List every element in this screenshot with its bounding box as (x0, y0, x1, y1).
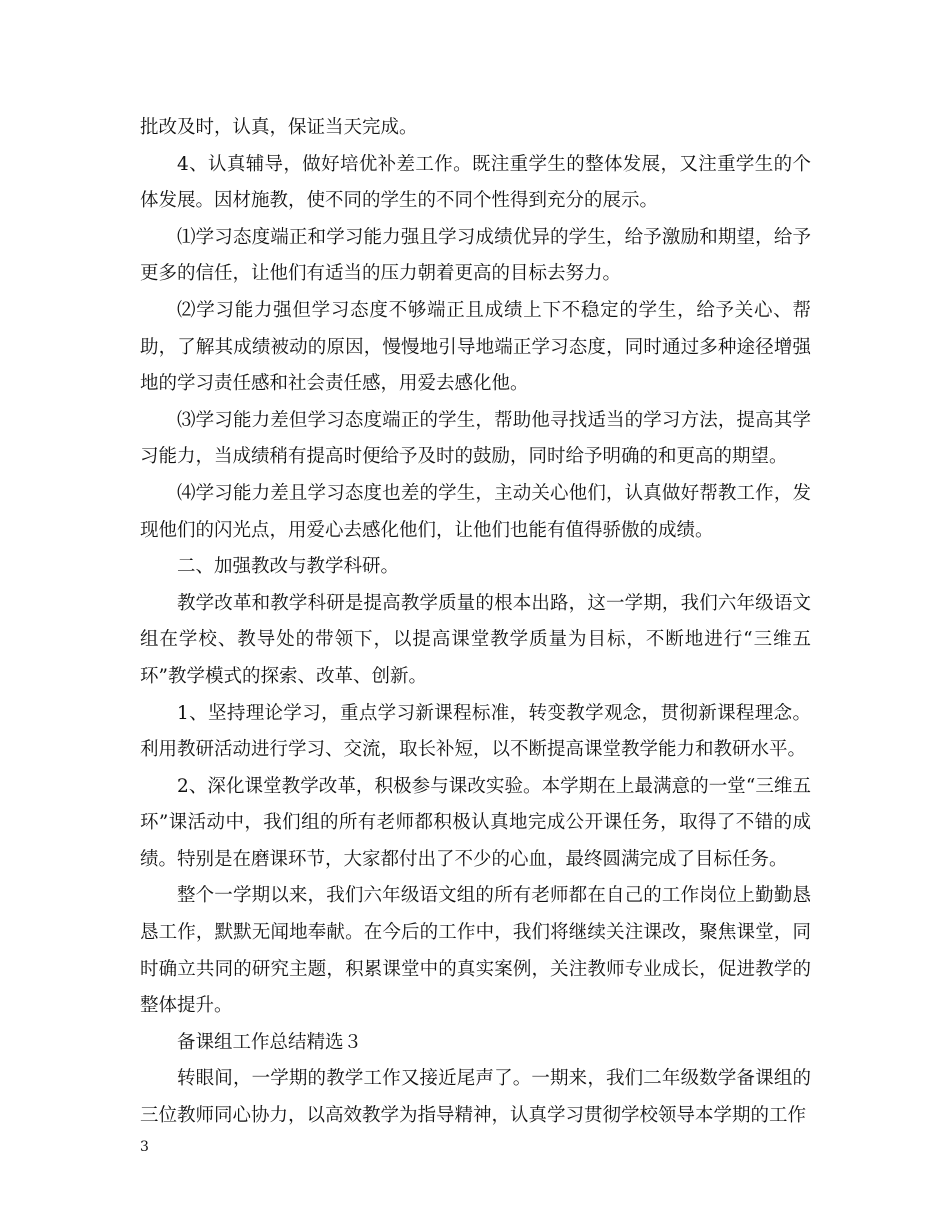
paragraph: ⑷学习能力差且学习态度也差的学生，主动关心他们，认真做好帮教工作，发现他们的闪光点，用爱心去感化他们，让他们也能有值得骄傲的成绩。 (140, 482, 811, 541)
section-title: 备课组工作总结精选３ (177, 1031, 363, 1053)
paragraph: ⑴学习态度端正和学习能力强且学习成绩优异的学生，给予激励和期望，给予更多的信任，让他们有适当的压力朝着更高的目标去努力。 (140, 226, 811, 285)
paragraph: 教学改革和教学科研是提高教学质量的根本出路，这一学期，我们六年级语文组在学校、教导处的带领下，以提高课堂教学质量为目标，不断地进行“三维五环”教学模式的探索、改革、创新。 (140, 592, 811, 687)
section-heading: 二、加强教改与教学科研。 (177, 556, 400, 578)
paragraph: 整个一学期以来，我们六年级语文组的所有老师都在自己的工作岗位上勤勤恳恳工作，默默无闻地奉献。在今后的工作中，我们将继续关注课改，聚焦课堂，同时确立共同的研究主题，积累课堂中的真实案例，关注教师专业成长，促进教学的整体提升。 (140, 885, 811, 1017)
paragraph: 2、深化课堂教学改革，积极参与课改实验。本学期在上最满意的一堂“三维五环”课活动中，我们组的所有老师都积极认真地完成公开课任务，取得了不错的成绩。特别是在磨课环节，大家都付出了不少的心血，最终圆满完成了目标任务。 (140, 775, 811, 870)
document-body (140, 110, 811, 1135)
paragraph: ⑶学习能力差但学习态度端正的学生，帮助他寻找适当的学习方法，提高其学习能力，当成绩稍有提高时便给予及时的鼓励，同时给予明确的和更高的期望。 (140, 409, 811, 468)
paragraph: ⑵学习能力强但学习态度不够端正且成绩上下不稳定的学生，给予关心、帮助，了解其成绩被动的原因，慢慢地引导地端正学习态度，同时通过多种途径增强地的学习责任感和社会责任感，用爱去感化他。 (140, 299, 811, 395)
paragraph: 转眼间，一学期的教学工作又接近尾声了。一期来，我们二年级数学备课组的三位教师同心协力，以高效教学为指导精神，认真学习贯彻学校领导本学期的工作 (140, 1068, 811, 1127)
paragraph-continuation: 批改及时，认真，保证当天完成。 (140, 117, 418, 138)
page-number: 3 (140, 1139, 149, 1155)
paragraph: 4、认真辅导，做好培优补差工作。既注重学生的整体发展，又注重学生的个体发展。因材施教，使不同的学生的不同个性得到充分的展示。 (140, 153, 811, 212)
paragraph: 1、坚持理论学习，重点学习新课程标准，转变教学观念，贯彻新课程理念。利用教研活动进行学习、交流，取长补短，以不断提高课堂教学能力和教研水平。 (140, 702, 811, 761)
